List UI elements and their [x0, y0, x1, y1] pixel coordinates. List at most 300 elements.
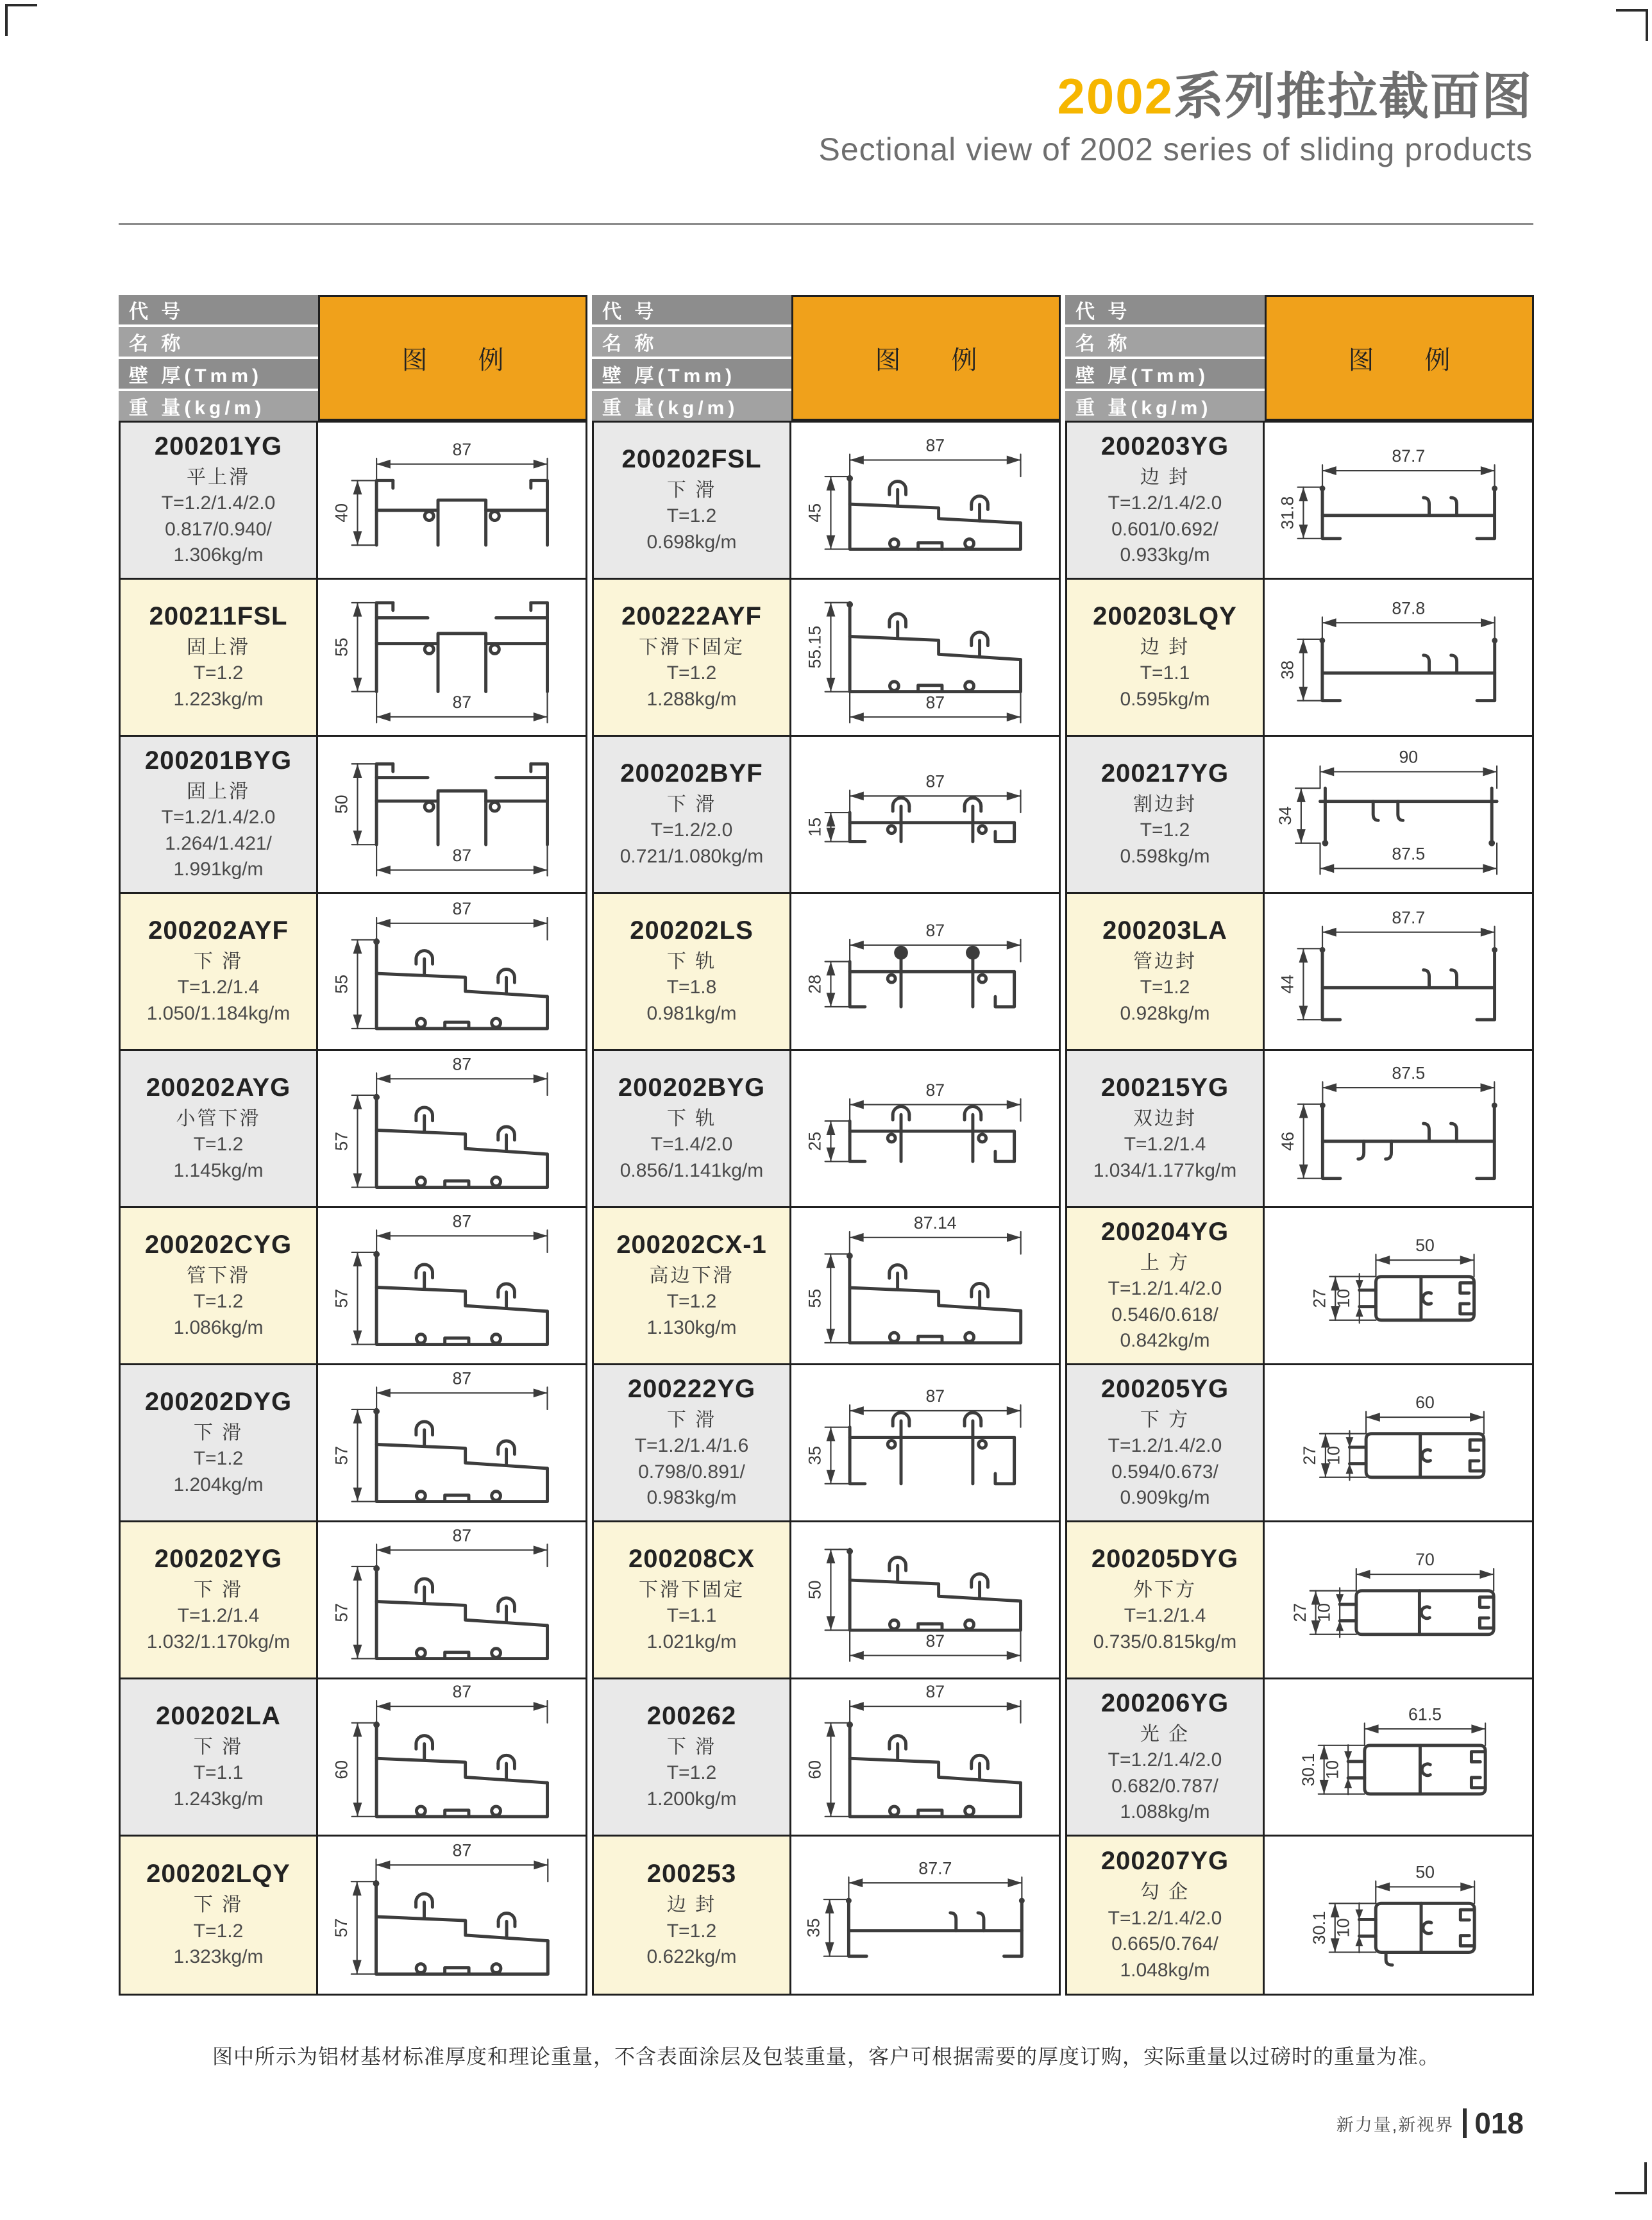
- product-code: 200202DYG: [144, 1387, 292, 1416]
- title-series-number: 2002: [1057, 68, 1174, 124]
- product-row: [594, 423, 1059, 580]
- svg-text:87: 87: [452, 439, 472, 459]
- svg-text:87.5: 87.5: [1392, 1063, 1426, 1083]
- profile-drawing: [318, 1679, 586, 1835]
- profile-drawing: [791, 423, 1059, 578]
- svg-text:90: 90: [1399, 747, 1419, 767]
- svg-text:57: 57: [332, 1445, 351, 1465]
- product-code: 200205DYG: [1091, 1544, 1239, 1573]
- product-drawing-cell: [791, 1522, 1059, 1678]
- product-row: [594, 1365, 1059, 1522]
- page-title: [819, 69, 1533, 124]
- header-label-0: 代 号: [119, 295, 318, 324]
- product-code: 200215YG: [1100, 1073, 1229, 1102]
- svg-text:55: 55: [332, 974, 351, 994]
- product-row: [1067, 737, 1532, 894]
- product-info: [594, 1208, 791, 1363]
- svg-text:30.1: 30.1: [1309, 1911, 1329, 1945]
- svg-text:87: 87: [925, 771, 945, 791]
- product-code: 200217YG: [1100, 759, 1229, 787]
- profile-drawing: [318, 423, 586, 578]
- product-info: [121, 580, 318, 735]
- product-code: 200205YG: [1100, 1374, 1229, 1403]
- profile-drawing: [791, 1208, 1059, 1363]
- svg-text:57: 57: [332, 1288, 351, 1308]
- product-info: [594, 1679, 791, 1835]
- svg-text:10: 10: [1333, 1918, 1353, 1938]
- product-row: [594, 894, 1059, 1051]
- header-divider: [119, 223, 1533, 225]
- product-thickness: T=1.2/1.4: [1124, 1605, 1206, 1627]
- svg-text:87: 87: [925, 920, 945, 940]
- profile-drawing: [1265, 894, 1532, 1049]
- product-name: 小管下滑: [176, 1107, 261, 1129]
- svg-text:10: 10: [1333, 1288, 1353, 1308]
- product-drawing-cell: [318, 1365, 586, 1520]
- product-row: [594, 737, 1059, 894]
- product-info: [594, 1365, 791, 1520]
- product-drawing-cell: [791, 423, 1059, 578]
- product-code: 200202YG: [154, 1544, 283, 1573]
- column-header: [119, 295, 587, 421]
- product-weight: 1.243kg/m: [173, 1788, 264, 1810]
- title-text: 系列推拉截面图: [1173, 68, 1533, 124]
- product-row: [121, 1051, 586, 1208]
- product-weight: 0.842kg/m: [1120, 1330, 1210, 1351]
- header-label-1: 名 称: [1065, 327, 1265, 357]
- product-info: [121, 1522, 318, 1678]
- header-label-0: 代 号: [592, 295, 791, 324]
- svg-text:87: 87: [925, 1386, 945, 1406]
- product-weight: 1.050/1.184kg/m: [146, 1002, 291, 1024]
- svg-text:87.8: 87.8: [1392, 598, 1426, 618]
- product-info: [1067, 1837, 1265, 1994]
- svg-text:87: 87: [452, 1054, 472, 1074]
- profile-drawing: [1265, 1522, 1532, 1678]
- product-table: [119, 295, 1534, 1996]
- product-name: 边 封: [1140, 636, 1190, 658]
- svg-text:70: 70: [1415, 1550, 1435, 1570]
- svg-text:44: 44: [1277, 974, 1297, 994]
- profile-drawing: [1265, 580, 1532, 735]
- svg-text:87: 87: [452, 693, 472, 712]
- product-drawing-cell: [791, 1679, 1059, 1835]
- product-name: 管边封: [1133, 950, 1197, 972]
- profile-drawing: [318, 580, 586, 735]
- product-code: 200253: [646, 1860, 737, 1888]
- header-label-2: 壁 厚(Tmm): [119, 359, 318, 389]
- svg-text:87: 87: [452, 1526, 472, 1545]
- header-label-3: 重 量(kg/m): [1065, 391, 1265, 421]
- product-row: [121, 1365, 586, 1522]
- header-label-3: 重 量(kg/m): [592, 391, 791, 421]
- svg-text:57: 57: [332, 1602, 351, 1622]
- product-drawing-cell: [318, 1837, 586, 1994]
- svg-text:60: 60: [1415, 1393, 1435, 1413]
- svg-text:87: 87: [452, 1368, 472, 1388]
- product-name: 下 滑: [666, 1736, 717, 1758]
- profile-drawing: [318, 894, 586, 1049]
- svg-text:28: 28: [805, 974, 825, 994]
- product-drawing-cell: [791, 1365, 1059, 1520]
- product-row: [1067, 1051, 1532, 1208]
- profile-drawing: [791, 1679, 1059, 1835]
- product-info: [1067, 1051, 1265, 1206]
- svg-text:35: 35: [804, 1918, 823, 1938]
- svg-text:50: 50: [805, 1580, 825, 1600]
- product-weight: 0.601/0.692/: [1111, 518, 1218, 540]
- product-info: [1067, 580, 1265, 735]
- product-thickness: T=1.2/1.4/2.0: [1108, 1907, 1222, 1929]
- product-row: [121, 737, 586, 894]
- svg-text:25: 25: [805, 1131, 825, 1151]
- product-drawing-cell: [791, 580, 1059, 735]
- product-row: [1067, 1365, 1532, 1522]
- product-thickness: T=1.2: [193, 1291, 244, 1313]
- product-weight: 1.991kg/m: [173, 859, 264, 880]
- product-code: 200202CYG: [144, 1230, 292, 1259]
- product-name: 下滑下固定: [639, 636, 745, 658]
- product-thickness: T=1.2: [193, 1134, 244, 1156]
- product-drawing-cell: [1265, 894, 1532, 1049]
- header-label-bars: [1065, 295, 1265, 421]
- svg-text:87.7: 87.7: [1392, 446, 1426, 466]
- product-thickness: T=1.2: [666, 1291, 717, 1313]
- svg-text:55: 55: [332, 637, 351, 657]
- product-code: 200208CX: [628, 1544, 755, 1573]
- svg-text:87.5: 87.5: [1392, 844, 1426, 864]
- crop-mark-top-right: [1616, 9, 1648, 41]
- product-name: 平上滑: [187, 466, 250, 488]
- product-weight: 1.086kg/m: [173, 1316, 264, 1338]
- product-info: [594, 580, 791, 735]
- product-thickness: T=1.2: [666, 505, 717, 527]
- product-weight: 0.933kg/m: [1120, 544, 1210, 566]
- product-thickness: T=1.2/1.4: [1124, 1134, 1206, 1156]
- product-code: 200202BYF: [620, 759, 763, 787]
- product-code: 200211FSL: [149, 601, 288, 630]
- product-code: 200203LQY: [1093, 601, 1237, 630]
- product-info: [121, 1679, 318, 1835]
- product-info: [594, 1837, 791, 1994]
- product-name: 边 封: [1140, 466, 1190, 488]
- product-row: [121, 1208, 586, 1365]
- svg-text:30.1: 30.1: [1298, 1753, 1318, 1787]
- product-info: [1067, 1679, 1265, 1835]
- product-thickness: T=1.4/2.0: [650, 1134, 733, 1156]
- product-row: [594, 1522, 1059, 1679]
- crop-mark-bottom-right: [1615, 2162, 1647, 2194]
- svg-text:87: 87: [452, 1682, 472, 1702]
- product-thickness: T=1.2/1.4/2.0: [1108, 492, 1222, 514]
- product-name: 下 方: [1140, 1409, 1190, 1431]
- product-info: [1067, 894, 1265, 1049]
- product-row: [1067, 580, 1532, 737]
- page-footer: [1336, 2108, 1524, 2138]
- product-name: 固上滑: [187, 780, 250, 802]
- table-column-1: [119, 295, 587, 1996]
- product-row: [1067, 1522, 1532, 1679]
- product-thickness: T=1.2/2.0: [650, 820, 733, 841]
- product-thickness: T=1.2: [193, 662, 244, 684]
- product-weight: 1.130kg/m: [646, 1316, 737, 1338]
- profile-drawing: [318, 1051, 586, 1206]
- profile-drawing: [318, 737, 586, 892]
- product-drawing-cell: [1265, 423, 1532, 578]
- profile-drawing: [318, 1208, 586, 1363]
- header-label-1: 名 称: [119, 327, 318, 357]
- table-column-3: [1065, 295, 1534, 1996]
- product-name: 割边封: [1133, 793, 1197, 815]
- column-rows: [1065, 421, 1534, 1996]
- product-name: 下 轨: [666, 950, 717, 972]
- product-drawing-cell: [791, 1837, 1059, 1994]
- svg-text:38: 38: [1277, 660, 1297, 680]
- product-info: [121, 423, 318, 578]
- product-name: 下 轨: [666, 1107, 717, 1129]
- product-row: [1067, 423, 1532, 580]
- product-row: [121, 1837, 586, 1994]
- product-info: [1067, 1365, 1265, 1520]
- svg-text:27: 27: [1290, 1602, 1310, 1622]
- table-column-2: [592, 295, 1061, 1996]
- svg-text:50: 50: [332, 795, 351, 814]
- product-info: [121, 737, 318, 892]
- profile-drawing: [1265, 1679, 1532, 1835]
- product-weight: 0.983kg/m: [646, 1487, 737, 1508]
- product-drawing-cell: [318, 580, 586, 735]
- product-weight: 1.021kg/m: [646, 1631, 737, 1652]
- page-subtitle: Sectional view of 2002 series of sliding products: [818, 131, 1533, 167]
- svg-text:87: 87: [452, 1840, 472, 1860]
- product-drawing-cell: [1265, 737, 1532, 892]
- product-name: 下 滑: [666, 793, 717, 815]
- svg-text:87: 87: [925, 435, 945, 455]
- product-weight: 1.323kg/m: [173, 1946, 264, 1968]
- profile-drawing: [1265, 1837, 1532, 1994]
- product-thickness: T=1.2/1.4/1.6: [634, 1435, 749, 1456]
- product-name: 上 方: [1140, 1252, 1190, 1274]
- product-code: 200203YG: [1100, 432, 1229, 460]
- legend-header: 图 例: [1265, 295, 1534, 421]
- footnote: 图中所示为铝材基材标准厚度和理论重量，不含表面涂层及包装重量，客户可根据需要的厚度订购，实际重量以过磅时的重量为准。: [212, 2045, 1440, 2068]
- svg-text:55.15: 55.15: [805, 625, 825, 669]
- product-row: [121, 894, 586, 1051]
- product-weight: 1.032/1.170kg/m: [146, 1631, 291, 1652]
- product-weight: 1.288kg/m: [646, 688, 737, 710]
- product-weight: 0.798/0.891/: [638, 1461, 745, 1483]
- product-name: 下 滑: [666, 1409, 717, 1431]
- product-info: [594, 1051, 791, 1206]
- column-rows: [592, 421, 1061, 1996]
- product-weight: 0.622kg/m: [646, 1946, 737, 1968]
- product-row: [121, 580, 586, 737]
- svg-text:46: 46: [1277, 1131, 1297, 1151]
- profile-drawing: [318, 1837, 586, 1994]
- product-name: 外下方: [1133, 1579, 1197, 1601]
- product-code: 200207YG: [1100, 1847, 1229, 1875]
- product-code: 200201YG: [154, 432, 283, 460]
- svg-text:55: 55: [805, 1288, 825, 1308]
- product-weight: 0.546/0.618/: [1111, 1304, 1218, 1325]
- header-label-0: 代 号: [1065, 295, 1265, 324]
- crop-mark-top-left: [5, 4, 37, 36]
- product-thickness: T=1.2: [193, 1920, 244, 1942]
- product-code: 200202LA: [156, 1701, 281, 1730]
- product-drawing-cell: [1265, 580, 1532, 735]
- product-weight: 1.048kg/m: [1120, 1959, 1210, 1981]
- product-code: 200202LQY: [146, 1860, 291, 1888]
- svg-text:60: 60: [332, 1760, 351, 1779]
- page-header: [819, 69, 1533, 168]
- legend-header: 图 例: [791, 295, 1061, 421]
- header-label-2: 壁 厚(Tmm): [592, 359, 791, 389]
- product-info: [594, 423, 791, 578]
- product-thickness: T=1.1: [1140, 662, 1190, 684]
- header-label-bars: [119, 295, 318, 421]
- product-name: 高边下滑: [649, 1265, 734, 1286]
- product-weight: 1.204kg/m: [173, 1474, 264, 1495]
- header-label-1: 名 称: [592, 327, 791, 357]
- header-label-3: 重 量(kg/m): [119, 391, 318, 421]
- product-info: [1067, 1522, 1265, 1678]
- profile-drawing: [791, 1365, 1059, 1520]
- column-rows: [119, 421, 587, 1996]
- product-name: 下 滑: [193, 1736, 244, 1758]
- product-info: [121, 894, 318, 1049]
- header-label-2: 壁 厚(Tmm): [1065, 359, 1265, 389]
- product-info: [594, 894, 791, 1049]
- product-name: 勾 企: [1140, 1881, 1190, 1903]
- product-weight: 0.598kg/m: [1120, 845, 1210, 867]
- product-name: 光 企: [1140, 1723, 1190, 1745]
- product-thickness: T=1.2/1.4/2.0: [1108, 1435, 1222, 1456]
- product-thickness: T=1.2: [666, 1920, 717, 1942]
- product-weight: 0.928kg/m: [1120, 1002, 1210, 1024]
- product-row: [594, 580, 1059, 737]
- product-drawing-cell: [1265, 1208, 1532, 1363]
- product-weight: 0.909kg/m: [1120, 1487, 1210, 1508]
- product-row: [1067, 1837, 1532, 1994]
- product-weight: 1.264/1.421/: [165, 832, 272, 854]
- product-weight: 0.721/1.080kg/m: [620, 845, 764, 867]
- page-number: 018: [1463, 2108, 1524, 2138]
- product-drawing-cell: [1265, 1522, 1532, 1678]
- product-weight: 0.594/0.673/: [1111, 1461, 1218, 1483]
- product-weight: 0.665/0.764/: [1111, 1933, 1218, 1955]
- column-header: [592, 295, 1061, 421]
- product-name: 固上滑: [187, 636, 250, 658]
- svg-text:57: 57: [332, 1131, 351, 1151]
- product-name: 边 封: [666, 1894, 717, 1916]
- product-drawing-cell: [318, 1208, 586, 1363]
- svg-text:87.7: 87.7: [918, 1858, 952, 1878]
- product-row: [594, 1679, 1059, 1837]
- product-weight: 0.817/0.940/: [165, 518, 272, 540]
- svg-text:50: 50: [1415, 1236, 1435, 1256]
- product-thickness: T=1.2/1.4/2.0: [161, 807, 276, 828]
- svg-text:57: 57: [331, 1918, 351, 1938]
- svg-text:31.8: 31.8: [1277, 496, 1297, 530]
- product-thickness: T=1.2: [666, 1762, 717, 1784]
- product-name: 下 滑: [666, 479, 717, 501]
- product-drawing-cell: [1265, 1365, 1532, 1520]
- product-row: [121, 1522, 586, 1679]
- product-thickness: T=1.1: [193, 1762, 244, 1784]
- product-name: 管下滑: [187, 1265, 250, 1286]
- product-weight: 1.145kg/m: [173, 1159, 264, 1181]
- legend-header: 图 例: [318, 295, 587, 421]
- product-drawing-cell: [1265, 1051, 1532, 1206]
- product-row: [121, 1679, 586, 1837]
- svg-text:10: 10: [1322, 1760, 1342, 1779]
- product-code: 200202CX-1: [616, 1230, 767, 1259]
- product-code: 200202AYF: [148, 916, 289, 945]
- svg-text:34: 34: [1276, 806, 1295, 825]
- product-drawing-cell: [791, 1051, 1059, 1206]
- product-name: 下 滑: [193, 1894, 244, 1916]
- product-thickness: T=1.2/1.4/2.0: [1108, 1278, 1222, 1299]
- product-code: 200202AYG: [146, 1073, 291, 1102]
- svg-text:27: 27: [1310, 1288, 1329, 1308]
- product-drawing-cell: [791, 1208, 1059, 1363]
- product-drawing-cell: [1265, 1837, 1532, 1994]
- product-thickness: T=1.8: [666, 977, 717, 998]
- svg-text:50: 50: [1415, 1862, 1435, 1882]
- product-info: [121, 1837, 318, 1994]
- product-drawing-cell: [318, 737, 586, 892]
- product-row: [1067, 1679, 1532, 1837]
- svg-text:87: 87: [925, 1631, 945, 1651]
- product-name: 下 滑: [193, 1422, 244, 1443]
- column-header: [1065, 295, 1534, 421]
- product-name: 下 滑: [193, 1579, 244, 1601]
- svg-text:87.7: 87.7: [1392, 907, 1426, 927]
- profile-drawing: [791, 580, 1059, 735]
- product-code: 200202LS: [630, 916, 754, 945]
- product-thickness: T=1.2/1.4/2.0: [1108, 1749, 1222, 1770]
- profile-drawing: [1265, 423, 1532, 578]
- svg-text:15: 15: [805, 817, 825, 837]
- product-drawing-cell: [1265, 1679, 1532, 1835]
- product-drawing-cell: [791, 737, 1059, 892]
- product-weight: 0.981kg/m: [646, 1002, 737, 1024]
- product-weight: 1.034/1.177kg/m: [1093, 1159, 1237, 1181]
- product-code: 200262: [646, 1701, 737, 1730]
- profile-drawing: [1265, 1365, 1532, 1520]
- product-name: 下 滑: [193, 950, 244, 972]
- product-drawing-cell: [318, 1679, 586, 1835]
- svg-text:60: 60: [805, 1760, 825, 1779]
- product-row: [1067, 1208, 1532, 1365]
- product-info: [1067, 423, 1265, 578]
- profile-drawing: [791, 1522, 1059, 1678]
- product-info: [594, 1522, 791, 1678]
- product-code: 200204YG: [1100, 1217, 1229, 1246]
- product-thickness: T=1.1: [666, 1605, 717, 1627]
- product-info: [594, 737, 791, 892]
- product-code: 200206YG: [1100, 1688, 1229, 1717]
- profile-drawing: [791, 737, 1059, 892]
- product-row: [121, 423, 586, 580]
- svg-text:27: 27: [1300, 1445, 1320, 1465]
- product-thickness: T=1.2/1.4: [177, 977, 260, 998]
- product-info: [121, 1208, 318, 1363]
- product-row: [1067, 894, 1532, 1051]
- product-name: 下滑下固定: [639, 1579, 745, 1601]
- product-weight: 0.735/0.815kg/m: [1093, 1631, 1237, 1652]
- header-label-bars: [592, 295, 791, 421]
